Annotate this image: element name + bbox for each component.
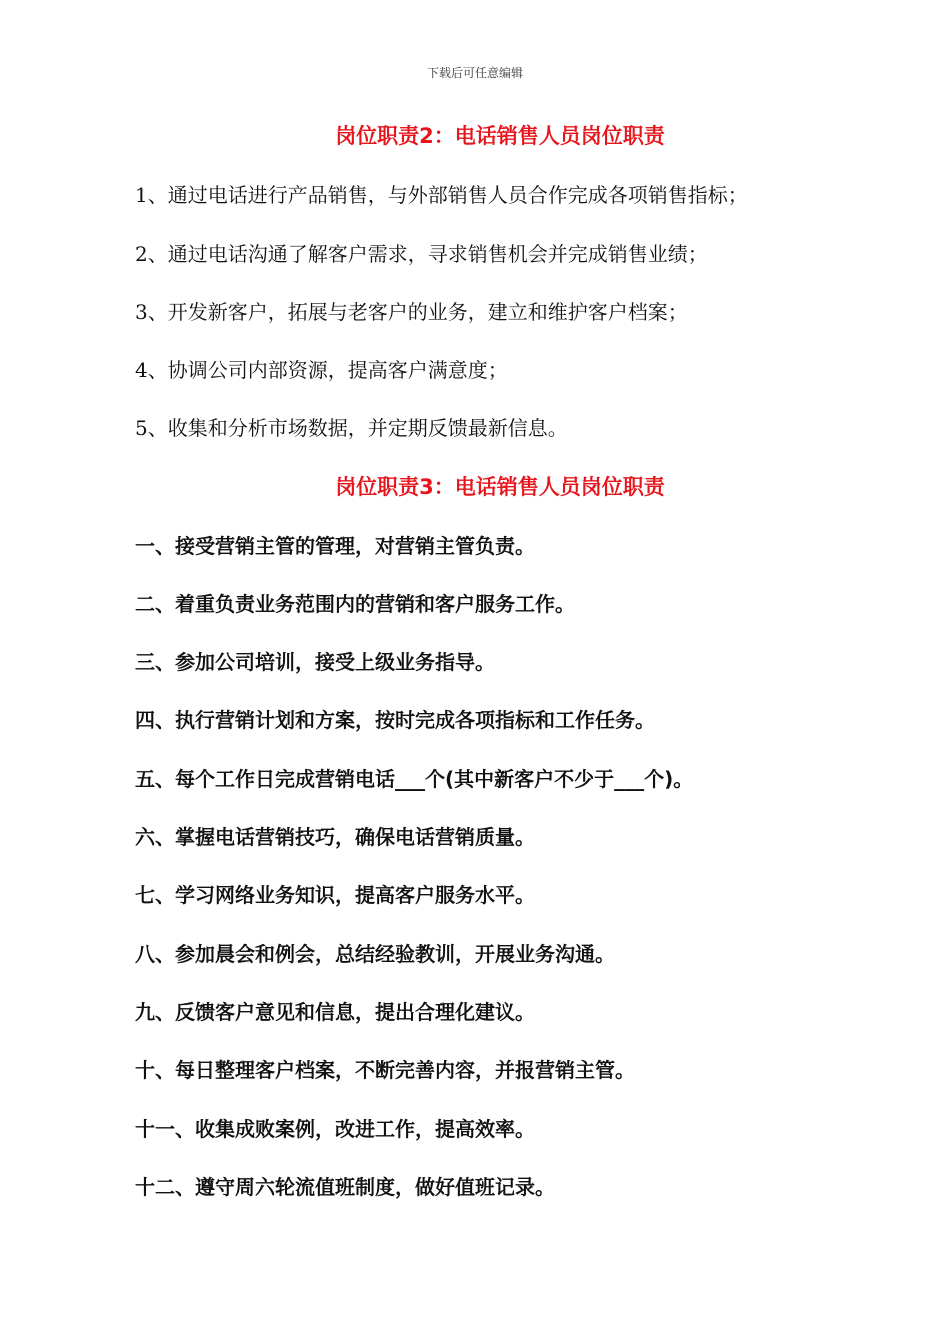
section-2-title: 岗位职责2：电话销售人员岗位职责 (335, 124, 665, 148)
section-3-item-10: 十、每日整理客户档案，不断完善内容，并报营销主管。 (135, 1058, 635, 1082)
section-3-item-3: 三、参加公司培训，接受上级业务指导。 (135, 650, 495, 674)
section-3-title: 岗位职责3：电话销售人员岗位职责 (335, 475, 665, 499)
section-2-item-3: 3、开发新客户，拓展与老客户的业务，建立和维护客户档案； (135, 300, 688, 324)
section-2-item-4: 4、协调公司内部资源，提高客户满意度； (135, 358, 508, 382)
section-3-item-9: 九、反馈客户意见和信息，提出合理化建议。 (135, 1000, 535, 1024)
section-3-item-6: 六、掌握电话营销技巧，确保电话营销质量。 (135, 825, 535, 849)
header-note: 下载后可任意编辑 (426, 66, 523, 80)
section-3-item-4: 四、执行营销计划和方案，按时完成各项指标和工作任务。 (135, 708, 655, 732)
section-2-item-5: 5、收集和分析市场数据，并定期反馈最新信息。 (135, 416, 568, 440)
section-2-item-1: 1、通过电话进行产品销售，与外部销售人员合作完成各项销售指标； (135, 183, 748, 207)
section-3-item-7: 七、学习网络业务知识，提高客户服务水平。 (135, 883, 535, 907)
section-3-item-2: 二、着重负责业务范围内的营销和客户服务工作。 (135, 592, 575, 616)
section-3-item-8: 八、参加晨会和例会，总结经验教训，开展业务沟通。 (135, 942, 615, 966)
section-3-item-11: 十一、收集成败案例，改进工作，提高效率。 (135, 1117, 535, 1141)
section-2-item-2: 2、通过电话沟通了解客户需求，寻求销售机会并完成销售业绩； (135, 242, 708, 266)
section-3-item-1: 一、接受营销主管的管理，对营销主管负责。 (135, 534, 535, 558)
section-3-item-5: 五、每个工作日完成营销电话___个(其中新客户不少于___个)。 (135, 767, 694, 791)
section-3-item-12: 十二、遵守周六轮流值班制度，做好值班记录。 (135, 1175, 555, 1199)
